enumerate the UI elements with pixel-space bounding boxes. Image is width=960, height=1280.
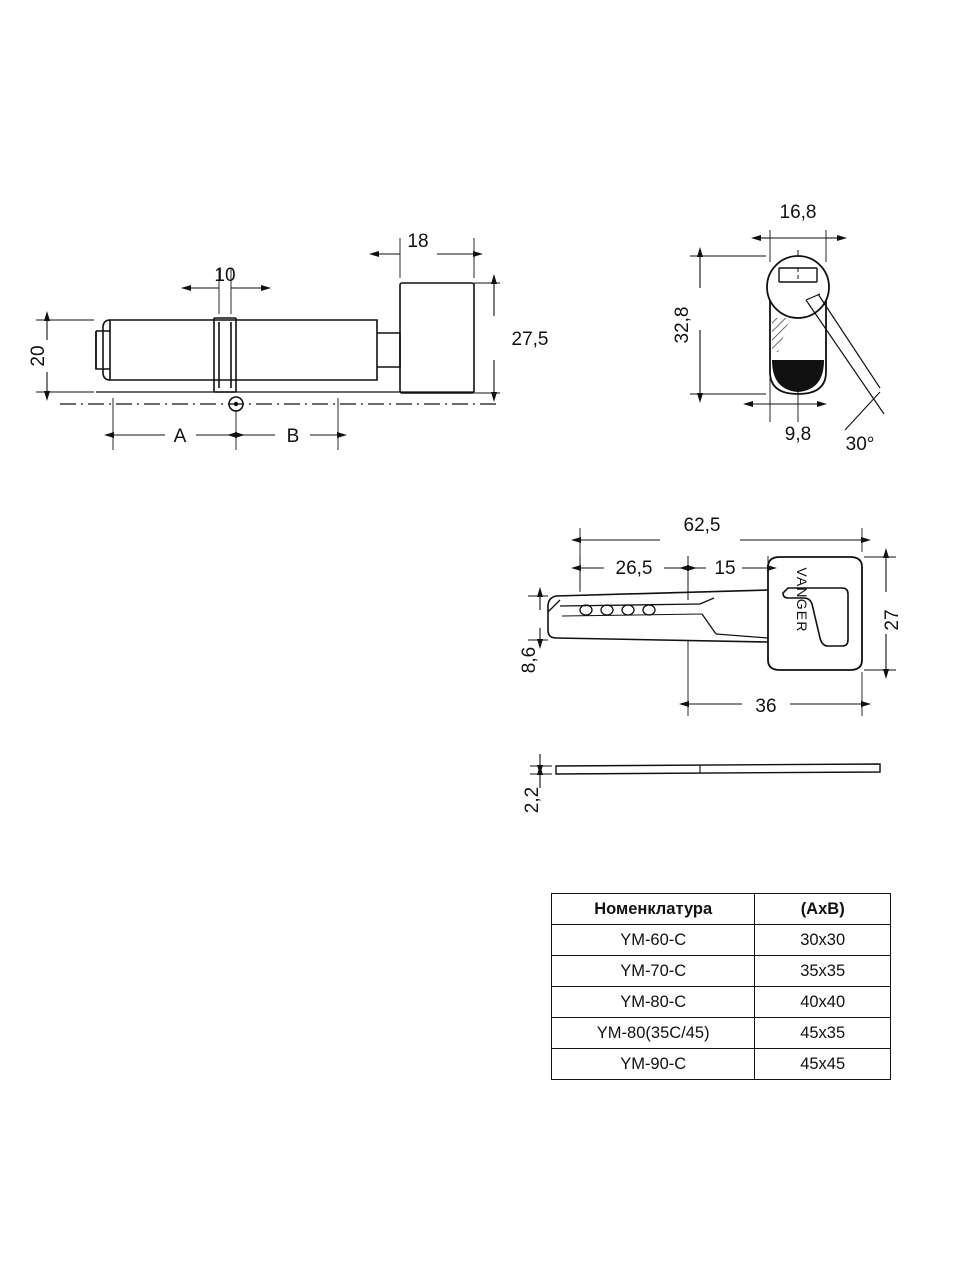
table-row bbox=[552, 956, 891, 987]
table-row bbox=[552, 987, 891, 1018]
table-cell-size: 45x35 bbox=[755, 1018, 891, 1049]
dim-text-key-shoulder-length: 15 bbox=[714, 558, 736, 579]
dim-text-thumbturn-diameter: 27,5 bbox=[511, 329, 549, 350]
table-row bbox=[552, 1018, 891, 1049]
dim-text-section-height: 32,8 bbox=[672, 306, 693, 344]
table-cell-model: YM-80(35C/45) bbox=[552, 1018, 755, 1049]
table-cell-model: YM-90-C bbox=[552, 1049, 755, 1080]
key-brand-label: VANGER bbox=[794, 567, 810, 633]
table-cell-model: YM-70-C bbox=[552, 956, 755, 987]
dim-text-key-thickness: 2,2 bbox=[522, 786, 543, 814]
dim-section-width bbox=[760, 230, 838, 262]
dim-text-b: B bbox=[286, 426, 300, 447]
dim-text-body-diameter: 20 bbox=[28, 345, 49, 367]
dim-text-key-total-length: 62,5 bbox=[683, 515, 721, 536]
table-cell-size: 45x45 bbox=[755, 1049, 891, 1080]
dim-text-section-width: 16,8 bbox=[779, 202, 817, 223]
cylinder-cross-section bbox=[767, 250, 884, 414]
key-edge-view bbox=[530, 754, 880, 788]
table-row bbox=[552, 1049, 891, 1080]
dim-text-key-head-height: 27 bbox=[882, 609, 903, 631]
table-header-nomenclature: Номенклатура bbox=[552, 894, 755, 925]
dim-angle-leader bbox=[845, 392, 880, 430]
dim-text-keyway-offset: 9,8 bbox=[784, 424, 812, 445]
dim-section-height bbox=[690, 256, 766, 394]
dim-thumbturn-diameter bbox=[474, 283, 500, 393]
dim-text-key-head-length: 36 bbox=[755, 696, 777, 717]
table-cell-size: 40x40 bbox=[755, 987, 891, 1018]
table-cell-model: YM-60-C bbox=[552, 925, 755, 956]
dim-text-key-blade-height: 8,6 bbox=[519, 646, 540, 674]
cylinder-side-view bbox=[60, 283, 500, 411]
dim-text-angle: 30° bbox=[845, 434, 875, 455]
table-cell-model: YM-80-C bbox=[552, 987, 755, 1018]
dim-text-key-teeth-length: 26,5 bbox=[615, 558, 653, 579]
dim-key-blade-height bbox=[528, 596, 548, 640]
nomenclature-table bbox=[551, 893, 891, 1080]
table-header-row bbox=[552, 894, 891, 925]
table-row bbox=[552, 925, 891, 956]
table-cell-size: 35x35 bbox=[755, 956, 891, 987]
dim-text-a: A bbox=[173, 426, 187, 447]
dim-text-cam-width: 10 bbox=[214, 265, 236, 286]
table-header-axb: (АxВ) bbox=[755, 894, 891, 925]
dim-text-thumbturn-width: 18 bbox=[407, 231, 429, 252]
table-cell-size: 30x30 bbox=[755, 925, 891, 956]
key-view bbox=[548, 557, 862, 670]
dim-a-b bbox=[113, 398, 338, 450]
